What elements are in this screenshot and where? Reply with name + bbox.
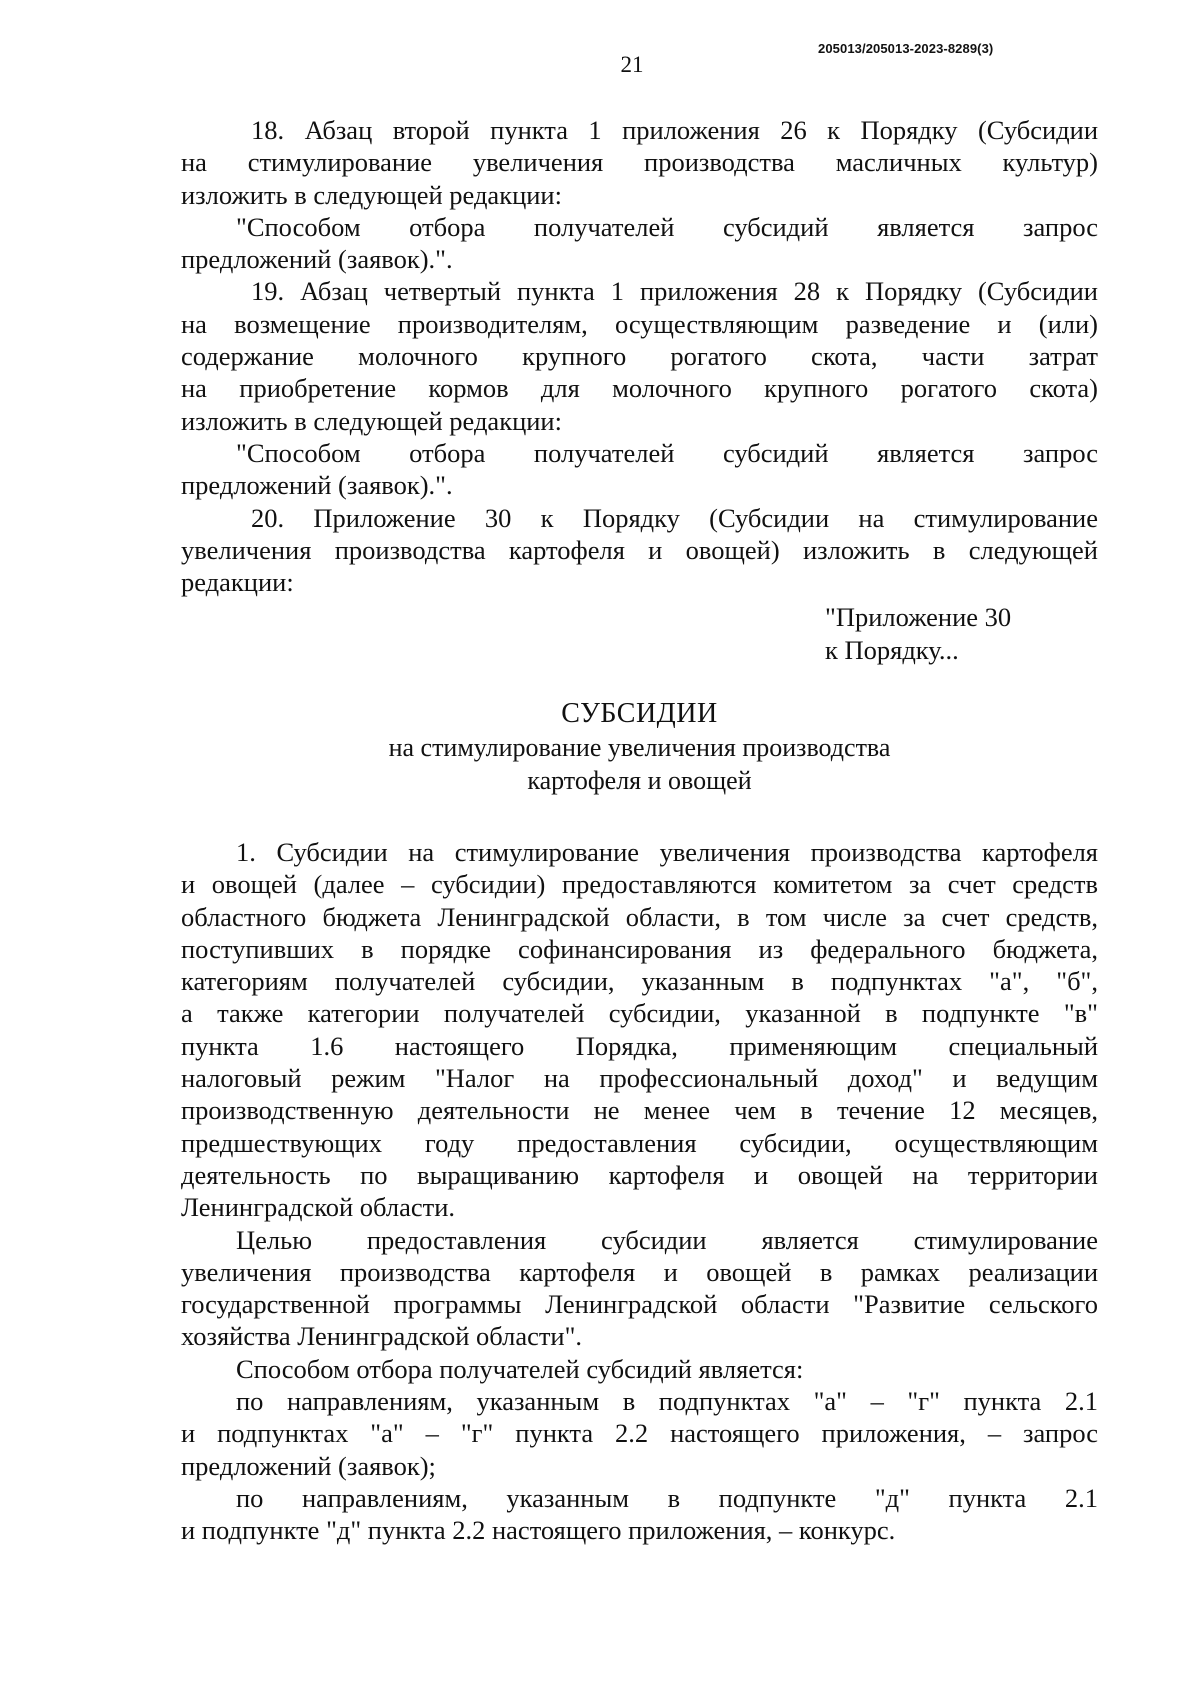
paragraph-line: и подпункте "д" пункта 2.2 настоящего приложения, – конкурс. <box>181 1515 896 1546</box>
paragraph-line: увеличения производства картофеля и овощей в рамках реализации <box>181 1256 1098 1287</box>
goal-paragraph <box>181 1224 1098 1353</box>
paragraph-line: поступивших в порядке софинансирования из федерального бюджета, <box>181 933 1098 964</box>
paragraph-line: а также категории получателей субсидии, указанной в подпункте "в" <box>181 998 1098 1029</box>
method-request <box>181 1385 1098 1482</box>
paragraph-line: на возмещение производителям, осуществляющим разведение и (или) <box>181 308 1098 339</box>
method-intro: Способом отбора получателей субсидий является: <box>236 1353 804 1384</box>
title-subtitle: на стимулирование увеличения производства <box>388 733 891 763</box>
paragraph-line: увеличения производства картофеля и овощей) изложить в следующей <box>181 534 1098 565</box>
paragraph-line: по направлениям, указанным в подпункте "д" пункта 2.1 <box>236 1482 1098 1513</box>
item-18 <box>181 114 1098 275</box>
paragraph-line: по направлениям, указанным в подпунктах "а" – "г" пункта 2.1 <box>236 1385 1098 1416</box>
paragraph-line: деятельность по выращиванию картофеля и овощей на территории <box>181 1159 1098 1190</box>
paragraph-line: на приобретение кормов для молочного крупного рогатого скота) <box>181 373 1098 404</box>
paragraph-line: областного бюджета Ленинградской области, в том числе за счет средств, <box>181 901 1098 932</box>
document-body <box>181 114 1098 1546</box>
paragraph-line: категориям получателей субсидии, указанным в подпунктах "а", "б", <box>181 966 1098 997</box>
paragraph-line: содержание молочного крупного рогатого скота, части затрат <box>181 341 1098 372</box>
title-subtitle: картофеля и овощей <box>527 765 752 795</box>
paragraph-line: изложить в следующей редакции: <box>181 405 562 436</box>
paragraph-line: хозяйства Ленинградской области". <box>181 1321 583 1352</box>
paragraph-line: налоговый режим "Налог на профессиональный доход" и ведущим <box>181 1063 1098 1094</box>
item-20 <box>181 502 1098 599</box>
paragraph-line: 18. Абзац второй пункта 1 приложения 26 к Порядку (Субсидии <box>251 115 1098 145</box>
paragraph-line: 19. Абзац четвертый пункта 1 приложения 28 к Порядку (Субсидии <box>251 276 1098 307</box>
paragraph-line: 1. Субсидии на стимулирование увеличения производства картофеля <box>236 836 1098 867</box>
item-19 <box>181 275 1098 501</box>
paragraph-line: производственную деятельности не менее чем в течение 12 месяцев, <box>181 1095 1098 1126</box>
paragraph-line: предложений (заявок); <box>181 1450 436 1481</box>
paragraph-line: и подпунктах "а" – "г" пункта 2.2 настоящего приложения, – запрос <box>181 1418 1098 1449</box>
paragraph-line: Ленинградской области. <box>181 1192 456 1223</box>
title-main: СУБСИДИИ <box>561 698 718 730</box>
document-id: 205013/205013-2023-8289(3) <box>818 41 994 56</box>
quote-line: предложений (заявок).". <box>181 470 453 501</box>
quote-line: предложений (заявок).". <box>181 244 453 275</box>
paragraph-line: Целью предоставления субсидии является стимулирование <box>236 1224 1098 1255</box>
page-number: 21 <box>620 52 644 77</box>
paragraph-line: пункта 1.6 настоящего Порядка, применяющим специальный <box>181 1030 1098 1061</box>
paragraph-line: и овощей (далее – субсидии) предоставляются комитетом за счет средств <box>181 869 1098 900</box>
section-title <box>181 698 1098 797</box>
appendix-line: "Приложение 30 <box>825 602 1012 633</box>
quote-line: "Способом отбора получателей субсидий является запрос <box>236 437 1098 468</box>
paragraph-line: изложить в следующей редакции: <box>181 179 562 210</box>
paragraph-line: на стимулирование увеличения производства масличных культур) <box>181 147 1098 178</box>
clause-1 <box>181 836 1098 1224</box>
paragraph-line: предшествующих году предоставления субсидии, осуществляющим <box>181 1127 1098 1158</box>
method-contest <box>181 1482 1098 1547</box>
appendix-reference <box>825 601 1098 666</box>
paragraph-line: государственной программы Ленинградской области "Развитие сельского <box>181 1289 1098 1320</box>
appendix-line: к Порядку... <box>825 634 959 665</box>
paragraph-line: редакции: <box>181 567 294 598</box>
paragraph-line: 20. Приложение 30 к Порядку (Субсидии на стимулирование <box>251 502 1098 533</box>
quote-line: "Способом отбора получателей субсидий является запрос <box>236 211 1098 242</box>
